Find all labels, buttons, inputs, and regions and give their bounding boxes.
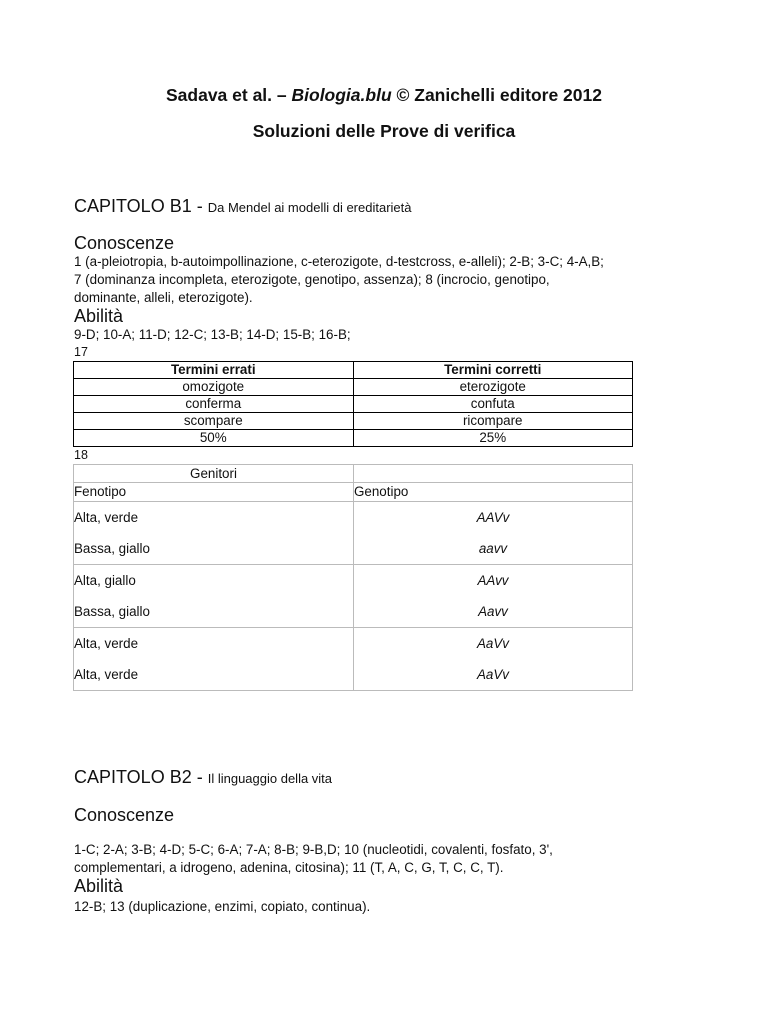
table-title-row [74, 465, 633, 483]
chapter-b1-subtitle: Da Mendel ai modelli di ereditarietà [207, 200, 412, 215]
table-cell: 25% [353, 430, 633, 447]
chapter-b2-subtitle: Il linguaggio della vita [207, 771, 333, 786]
b1-conoscenze-line: dominante, alleli, eterozigote). [74, 290, 253, 305]
column-header: Genotipo [354, 483, 633, 502]
column-header: Fenotipo [74, 483, 354, 502]
question-18-label: 18 [74, 448, 88, 462]
table-cell [74, 565, 354, 628]
phenotype: Alta, verde [74, 667, 139, 682]
b2-conoscenze-line: 1-C; 2-A; 3-B; 4-D; 5-C; 6-A; 7-A; 8-B; 9-B,D; 10 (nucleotidi, covalenti, fosfato, 3', [74, 842, 553, 857]
genotype: AAvv [477, 573, 509, 588]
table-cell [74, 628, 354, 691]
table-row [74, 430, 633, 447]
table-cell: conferma [74, 396, 354, 413]
b1-conoscenze-text [74, 253, 604, 307]
chapter-b2-heading [74, 767, 332, 788]
table-cell [354, 565, 633, 628]
title-authors: Sadava et al. – [166, 85, 292, 105]
table-title: Genitori [74, 465, 354, 483]
table-row [74, 396, 633, 413]
document-subtitle: Soluzioni delle Prove di verifica [252, 121, 516, 141]
table-header-row [74, 362, 633, 379]
b2-conoscenze-line: complementari, a idrogeno, adenina, citosina); 11 (T, A, C, G, T, C, C, T). [74, 860, 504, 875]
table-cell [354, 465, 633, 483]
b1-conoscenze-heading: Conoscenze [74, 233, 175, 253]
title-book: Biologia.blu [291, 85, 392, 105]
genotype: Aavv [478, 604, 508, 619]
b2-conoscenze-heading: Conoscenze [74, 805, 175, 825]
b1-abilita-text: 9-D; 10-A; 11-D; 12-C; 13-B; 14-D; 15-B; 16-B; [74, 327, 351, 342]
genotype: AaVv [476, 667, 509, 682]
table-row [74, 565, 633, 628]
b1-conoscenze-line: 7 (dominanza incompleta, eterozigote, genotipo, assenza); 8 (incrocio, genotipo, [74, 272, 550, 287]
genotype: AaVv [476, 636, 509, 651]
column-header: Termini errati [74, 362, 354, 379]
table-cell: confuta [353, 396, 633, 413]
table-cell: 50% [74, 430, 354, 447]
table-18 [73, 464, 633, 691]
table-cell: omozigote [74, 379, 354, 396]
table-cell [74, 502, 354, 565]
table-17 [73, 361, 633, 447]
phenotype: Alta, giallo [74, 573, 136, 588]
table-cell: scompare [74, 413, 354, 430]
b2-conoscenze-text [74, 841, 553, 877]
table-row [74, 379, 633, 396]
phenotype: Alta, verde [74, 510, 139, 525]
title-publisher: © Zanichelli editore 2012 [391, 85, 602, 105]
phenotype: Alta, verde [74, 636, 139, 651]
chapter-b1-heading [74, 196, 412, 217]
genotype: AAVv [476, 510, 510, 525]
b1-abilita-heading: Abilità [74, 306, 124, 326]
table-cell: ricompare [353, 413, 633, 430]
phenotype: Bassa, giallo [74, 541, 150, 556]
document-title [0, 85, 768, 106]
table-cell [354, 502, 633, 565]
question-17-label: 17 [74, 345, 88, 359]
genotype: aavv [478, 541, 508, 556]
b2-abilita-text: 12-B; 13 (duplicazione, enzimi, copiato, continua). [74, 899, 371, 914]
column-header: Termini corretti [353, 362, 633, 379]
chapter-b1-title: CAPITOLO B1 - [74, 196, 208, 216]
table-cell: eterozigote [353, 379, 633, 396]
table-header-row [74, 483, 633, 502]
b2-abilita-heading: Abilità [74, 876, 124, 896]
table-cell [354, 628, 633, 691]
table-row [74, 413, 633, 430]
table-row [74, 502, 633, 565]
b1-conoscenze-line: 1 (a-pleiotropia, b-autoimpollinazione, c-eterozigote, d-testcross, e-alleli); 2-B; 3-C; 4-A,B; [74, 254, 604, 269]
chapter-b2-title: CAPITOLO B2 - [74, 767, 208, 787]
phenotype: Bassa, giallo [74, 604, 150, 619]
table-row [74, 628, 633, 691]
